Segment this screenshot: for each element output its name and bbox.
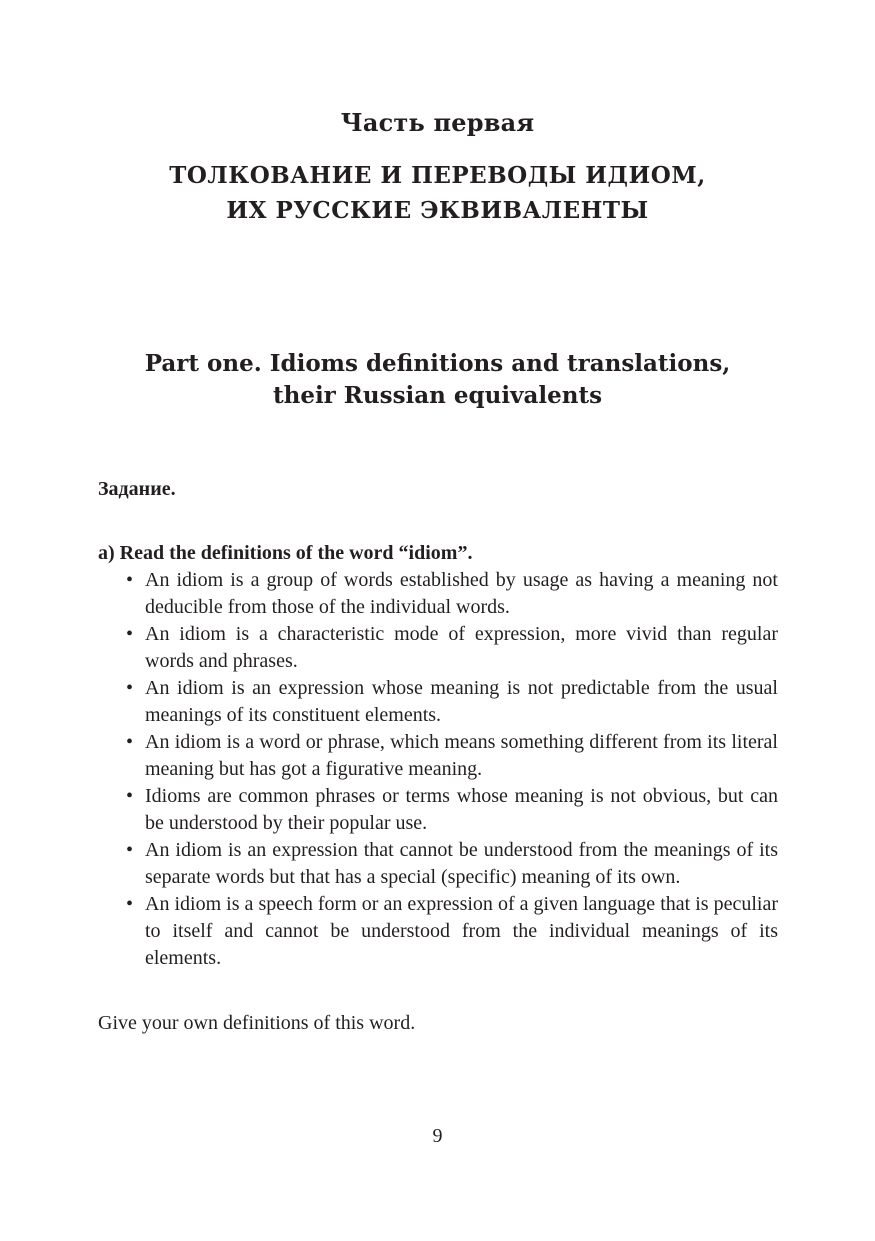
- section-a: [98, 540, 778, 972]
- definition-text: An idiom is a word or phrase, which means something different from its literal meaning but has got a figurative meaning.: [145, 731, 778, 780]
- part-title-english-line-1: Part one. Idioms definitions and translations,: [144, 350, 731, 377]
- definition-text: An idiom is a speech form or an expression of a given language that is peculiar to itself and cannot be understood from the individual meanings of its elements.: [145, 893, 778, 969]
- definition-text: An idiom is a characteristic mode of expression, more vivid than regular words and phrases.: [145, 623, 778, 672]
- bullet-icon: •: [126, 893, 134, 915]
- bullet-icon: •: [126, 839, 134, 861]
- list-item: [126, 891, 778, 972]
- bullet-icon: •: [126, 785, 134, 807]
- part-title-russian: [0, 158, 875, 228]
- bullet-icon: •: [126, 731, 134, 753]
- part-title-russian-line-2: ИХ РУССКИЕ ЭКВИВАЛЕНТЫ: [226, 197, 649, 224]
- definition-text: An idiom is an expression that cannot be understood from the meanings of its separate words but that has a special (specific) meaning of its own.: [145, 839, 778, 888]
- definition-text: Idioms are common phrases or terms whose meaning is not obvious, but can be understood by their popular use.: [145, 785, 778, 834]
- definition-text: An idiom is a group of words established by usage as having a meaning not deducible from those of the individual words.: [145, 569, 778, 618]
- bullet-icon: •: [126, 569, 134, 591]
- list-item: [126, 567, 778, 621]
- bullet-icon: •: [126, 677, 134, 699]
- list-item: [126, 837, 778, 891]
- definitions-list: [98, 567, 778, 972]
- page-number: 9: [432, 1125, 443, 1147]
- part-title-english: [0, 348, 875, 412]
- bullet-icon: •: [126, 623, 134, 645]
- closing-instruction: Give your own definitions of this word.: [98, 1012, 416, 1034]
- list-item: [126, 621, 778, 675]
- section-a-heading: a) Read the definitions of the word “idiom”.: [98, 542, 473, 564]
- part-title-english-line-2: their Russian equivalents: [272, 382, 603, 409]
- list-item: [126, 783, 778, 837]
- part-title-russian-line-1: ТОЛКОВАНИЕ И ПЕРЕВОДЫ ИДИОМ,: [169, 162, 706, 189]
- definition-text: An idiom is an expression whose meaning is not predictable from the usual meanings of its constituent elements.: [145, 677, 778, 726]
- task-heading: Задание.: [98, 478, 176, 500]
- list-item: [126, 675, 778, 729]
- part-label: Часть первая: [340, 108, 535, 137]
- list-item: [126, 729, 778, 783]
